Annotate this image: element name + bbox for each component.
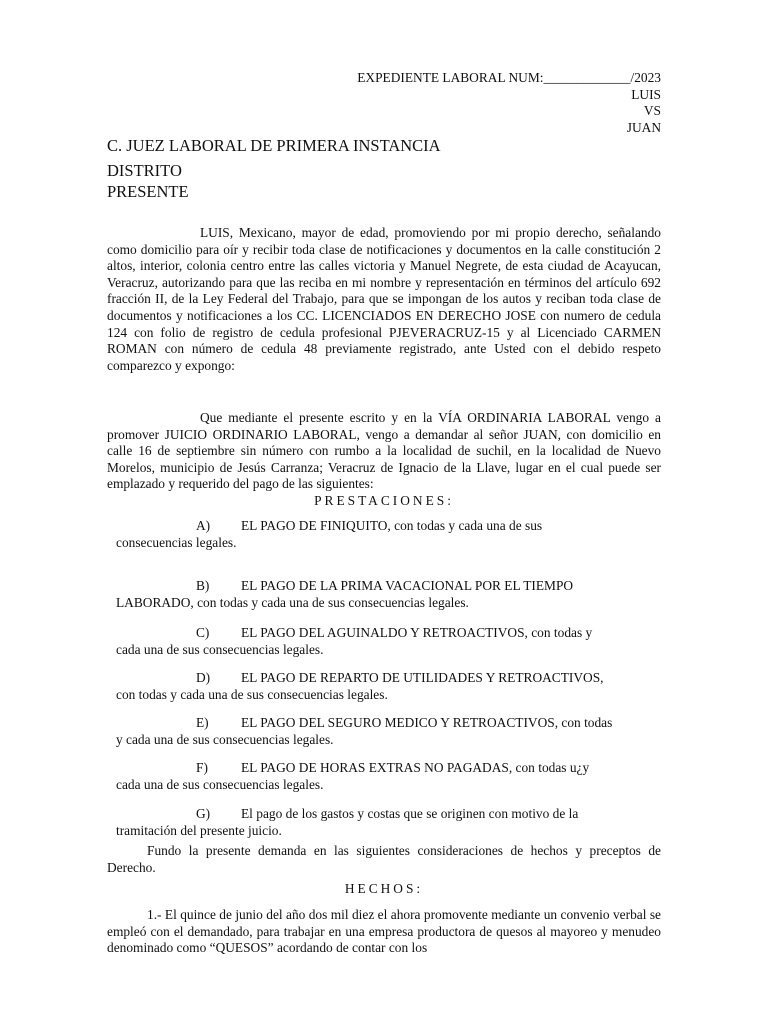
versus-label: VS	[643, 103, 661, 118]
prestacion-item-g	[116, 806, 661, 839]
hechos-heading: HECHOS:	[344, 881, 424, 896]
court-presente: PRESENTE	[107, 182, 189, 201]
prestacion-item-d	[116, 670, 661, 703]
prestacion-text: EL PAGO DE HORAS EXTRAS NO PAGADAS, con todas u¿y	[241, 760, 590, 775]
via-paragraph: Que mediante el presente escrito y en la VÍA ORDINARIA LABORAL vengo a promover JUICIO ORDINARIO LABORAL, vengo a demandar al señor JUAN, con domicilio en calle 16 de septiembre sin número con rumbo a la localidad de suchil, en la localidad de Nuevo Morelos, municipio de Jesús Carranza; Veracruz de Ignacio de la Llave, lugar en el cual puede ser emplazado y requerido del pago de las siguientes:	[107, 410, 661, 492]
prestacion-text: EL PAGO DE FINIQUITO, con todas y cada una de sus	[241, 518, 543, 533]
court-address	[107, 135, 441, 202]
prestacion-label: A)	[196, 518, 211, 533]
hecho-1-paragraph: 1.- El quince de junio del año dos mil diez el ahora promovente mediante un convenio verbal se empleó con el demandado, para trabajar en una empresa productora de quesos al mayoreo y menudeo denominado como “QUESOS” acordando de contar con los	[107, 907, 661, 956]
prestacion-text: EL PAGO DEL SEGURO MEDICO Y RETROACTIVOS, con todas	[241, 715, 613, 730]
fundo-paragraph: Fundo la presente demanda en las siguientes consideraciones de hechos y preceptos de Derecho.	[107, 843, 661, 875]
prestacion-text-cont: cada una de sus consecuencias legales.	[116, 641, 324, 657]
prestacion-text-cont: cada una de sus consecuencias legales.	[116, 776, 324, 792]
prestacion-item-b	[116, 578, 661, 611]
expediente-number: EXPEDIENTE LABORAL NUM:_____________/2023	[357, 70, 661, 85]
court-district: DISTRITO	[107, 161, 182, 180]
prestacion-text-cont: con todas y cada una de sus consecuencias legales.	[116, 686, 388, 702]
prestacion-item-f	[116, 760, 661, 793]
prestaciones-heading: PRESTACIONES:	[314, 493, 454, 508]
prestacion-label: B)	[196, 578, 210, 593]
prestacion-label: F)	[196, 760, 208, 775]
court-title: C. JUEZ LABORAL DE PRIMERA INSTANCIA	[107, 136, 441, 155]
prestacion-item-a	[116, 518, 661, 551]
prestacion-text-cont: y cada una de sus consecuencias legales.	[116, 731, 334, 747]
prestacion-text-cont: consecuencias legales.	[116, 534, 237, 550]
intro-paragraph: LUIS, Mexicano, mayor de edad, promoviendo por mi propio derecho, señalando como domicilio para oír y recibir toda clase de notificaciones y documentos en la calle constitución 2 altos, interior, colonia centro entre las calles victoria y Manuel Negrete, de esta ciudad de Acayucan, Veracruz, autorizando para que las reciba en mi nombre y representación en términos del artículo 692 fracción II, de la Ley Federal del Trabajo, para que se impongan de los autos y reciban toda clase de documentos y notificaciones a los CC. LICENCIADOS EN DERECHO JOSE con numero de cedula 124 con folio de registro de cedula profesional PJEVERACRUZ-15 y al Licenciado CARMEN ROMAN con número de cedula 48 previamente registrado, ante Usted con el debido respeto comparezco y expongo:	[107, 225, 661, 373]
prestacion-label: G)	[196, 806, 211, 821]
prestacion-label: D)	[196, 670, 211, 685]
prestacion-text-cont: LABORADO, con todas y cada una de sus consecuencias legales.	[116, 594, 469, 610]
prestacion-text: EL PAGO DEL AGUINALDO Y RETROACTIVOS, con todas y	[241, 625, 593, 640]
plaintiff-name: LUIS	[631, 86, 661, 102]
prestacion-item-e	[116, 715, 661, 748]
prestacion-text: EL PAGO DE REPARTO DE UTILIDADES Y RETROACTIVOS,	[241, 670, 604, 685]
prestacion-text: EL PAGO DE LA PRIMA VACACIONAL POR EL TIEMPO	[241, 578, 574, 593]
prestacion-item-c	[116, 625, 661, 658]
defendant-name: JUAN	[626, 119, 661, 135]
prestacion-text: El pago de los gastos y costas que se originen con motivo de la	[241, 806, 579, 821]
prestacion-label: E)	[196, 715, 209, 730]
prestacion-text-cont: tramitación del presente juicio.	[116, 822, 282, 838]
case-header	[357, 70, 661, 136]
prestacion-label: C)	[196, 625, 210, 640]
